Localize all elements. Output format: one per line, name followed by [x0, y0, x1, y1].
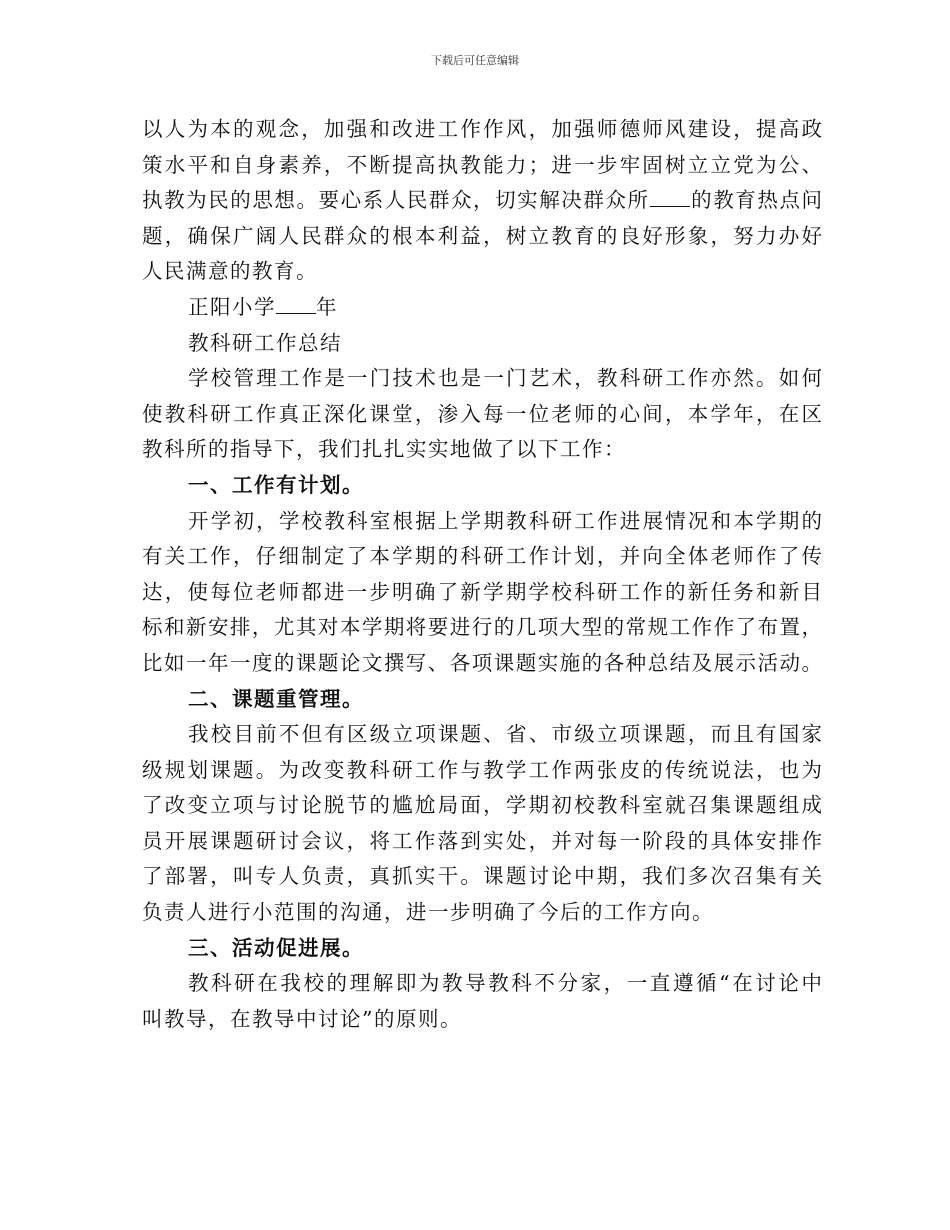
paragraph-line: 开学初，学校教科室根据上学期教科研工作进展情况和本学期的 — [188, 508, 822, 533]
text-segment: 执教为民的思想。要心系人民群众，切实解决群众所 — [142, 188, 650, 213]
section-heading: 一、工作有计划。 — [188, 472, 364, 497]
paragraph-line: 了改变立项与讨论脱节的尴尬局面，学期初校教科室就召集课题组成 — [142, 793, 822, 818]
paragraph-line: 叫教导，在教导中讨论”的原则。 — [142, 1006, 462, 1031]
paragraph-line: 策水平和自身素养，不断提高执教能力；进一步牢固树立立党为公、 — [142, 152, 822, 177]
paragraph-line: 负责人进行小范围的沟通，进一步明确了今后的工作方向。 — [142, 900, 714, 925]
paragraph-line: 比如一年一度的课题论文撰写、各项课题实施的各种总结及展示活动。 — [142, 650, 822, 675]
text-segment: 的教育热点问 — [689, 188, 823, 213]
paragraph-line: 了部署，叫专人负责，真抓实干。课题讨论中期，我们多次召集有关 — [142, 864, 822, 889]
section-heading: 三、活动促进展。 — [188, 935, 364, 960]
paragraph-line: 员开展课题研讨会议，将工作落到实处，并对每一阶段的具体安排作 — [142, 828, 822, 853]
year-suffix: 年 — [316, 294, 338, 319]
paragraph-line: 标和新安排，尤其对本学期将要进行的几项大型的常规工作作了布置， — [142, 615, 822, 640]
paragraph-line: 学校管理工作是一门技术也是一门艺术，教科研工作亦然。如何 — [188, 366, 822, 391]
paragraph-line — [142, 183, 822, 219]
document-body — [142, 112, 822, 1037]
paragraph-line: 级规划课题。为改变教科研工作与教学工作两张皮的传统说法，也为 — [142, 757, 822, 782]
paragraph-line: 有关工作，仔细制定了本学期的科研工作计划，并向全体老师作了传 — [142, 544, 822, 569]
paragraph-line: 达，使每位老师都进一步明确了新学期学校科研工作的新任务和新目 — [142, 579, 822, 604]
page-header: 下载后可任意编辑 — [431, 54, 519, 67]
paragraph-line: 教科研在我校的理解即为教导教科不分家，一直遵循“在讨论中 — [188, 971, 822, 996]
fill-blank — [650, 188, 690, 207]
paragraph-line: 以人为本的观念，加强和改进工作作风，加强师德师风建设，提高政 — [142, 117, 822, 141]
section-heading: 二、课题重管理。 — [188, 686, 364, 711]
paragraph-line: 题，确保广阔人民群众的根本利益，树立教育的良好形象，努力办好 — [142, 223, 822, 248]
school-name: 正阳小学 — [188, 294, 276, 319]
signature-line — [142, 290, 822, 326]
paragraph-line: 我校目前不但有区级立项课题、省、市级立项课题，而且有国家 — [188, 722, 822, 747]
paragraph-line: 人民满意的教育。 — [142, 259, 318, 284]
fill-blank — [276, 295, 316, 314]
document-title: 教科研工作总结 — [188, 330, 342, 355]
paragraph-line: 教科所的指导下，我们扎扎实实地做了以下工作： — [142, 437, 626, 462]
paragraph-line: 使教科研工作真正深化课堂，渗入每一位老师的心间，本学年，在区 — [142, 401, 822, 426]
